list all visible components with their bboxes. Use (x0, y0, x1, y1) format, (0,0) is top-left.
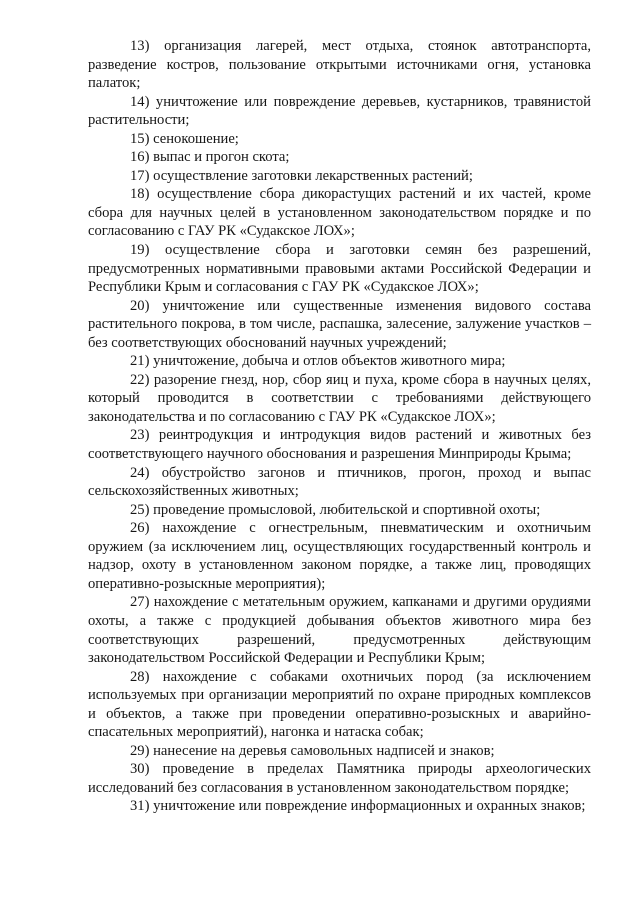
list-item-24: 24) обустройство загонов и птичников, прогон, проход и выпас сельскохозяйственных животных; (88, 464, 591, 500)
list-item-29: 29) нанесение на деревья самовольных надписей и знаков; (130, 742, 495, 759)
list-item-18: 18) осуществление сбора дикорастущих растений и их частей, кроме сбора для научных целей в установленном законодательством порядке и по согласованию с ГАУ РК «Судакское ЛОХ»; (88, 186, 591, 240)
list-item-15: 15) сенокошение; (130, 130, 239, 147)
list-item-19: 19) осуществление сбора и заготовки семян без разрешений, предусмотренных нормативными правовыми актами Российской Федерации и Республики Крым и согласования с ГАУ РК «Судакское ЛОХ»; (88, 242, 591, 296)
prohibited-activities-list (88, 37, 591, 816)
list-item-25: 25) проведение промысловой, любительской и спортивной охоты; (130, 501, 541, 518)
list-item-17: 17) осуществление заготовки лекарственных растений; (130, 167, 473, 184)
list-item-27: 27) нахождение с метательным оружием, капканами и другими орудиями охоты, а также с продукцией добывания объектов животного мира без соответствующих разрешений, предусмотренных действующим законодательством Российской Федерации и Республики Крым; (88, 594, 591, 667)
list-item-28: 28) нахождение с собаками охотничьих пород (за исключением используемых при организации мероприятий по охране природных комплексов и объектов, а также при проведении оперативно-розыскных и аварийно-спасательных мероприятий), нагонка и натаска собак; (88, 668, 591, 741)
list-item-13: 13) организация лагерей, мест отдыха, стоянок автотранспорта, разведение костров, пользование открытыми источниками огня, установка палаток; (88, 38, 591, 92)
list-item-20: 20) уничтожение или существенные изменения видового состава растительного покрова, в том числе, распашка, залесение, залужение участков – без соответствующих обоснований научных учреждений; (88, 297, 591, 351)
list-item-31: 31) уничтожение или повреждение информационных и охранных знаков; (130, 798, 586, 815)
list-item-26: 26) нахождение с огнестрельным, пневматическим и охотничьим оружием (за исключением лиц, осуществляющих государственный контроль и надзор, охоту в установленном законом порядке, а также лиц, проводящих оперативно-розыскные мероприятия); (88, 520, 591, 592)
list-item-23: 23) реинтродукция и интродукция видов растений и животных без соответствующего научного обоснования и разрешения Минприроды Крыма; (88, 427, 591, 463)
list-item-30: 30) проведение в пределах Памятника природы археологических исследований без согласования в установленном законодательством порядке; (88, 761, 591, 796)
list-item-16: 16) выпас и прогон скота; (130, 149, 290, 166)
list-item-14: 14) уничтожение или повреждение деревьев, кустарников, травянистой растительности; (88, 93, 591, 129)
list-item-21: 21) уничтожение, добыча и отлов объектов животного мира; (130, 353, 506, 370)
list-item-22: 22) разорение гнезд, нор, сбор яиц и пуха, кроме сбора в научных целях, который проводится в соответствии с требованиями действующего законодательства и по согласованию с ГАУ РК «Судакское ЛОХ»; (88, 371, 591, 425)
